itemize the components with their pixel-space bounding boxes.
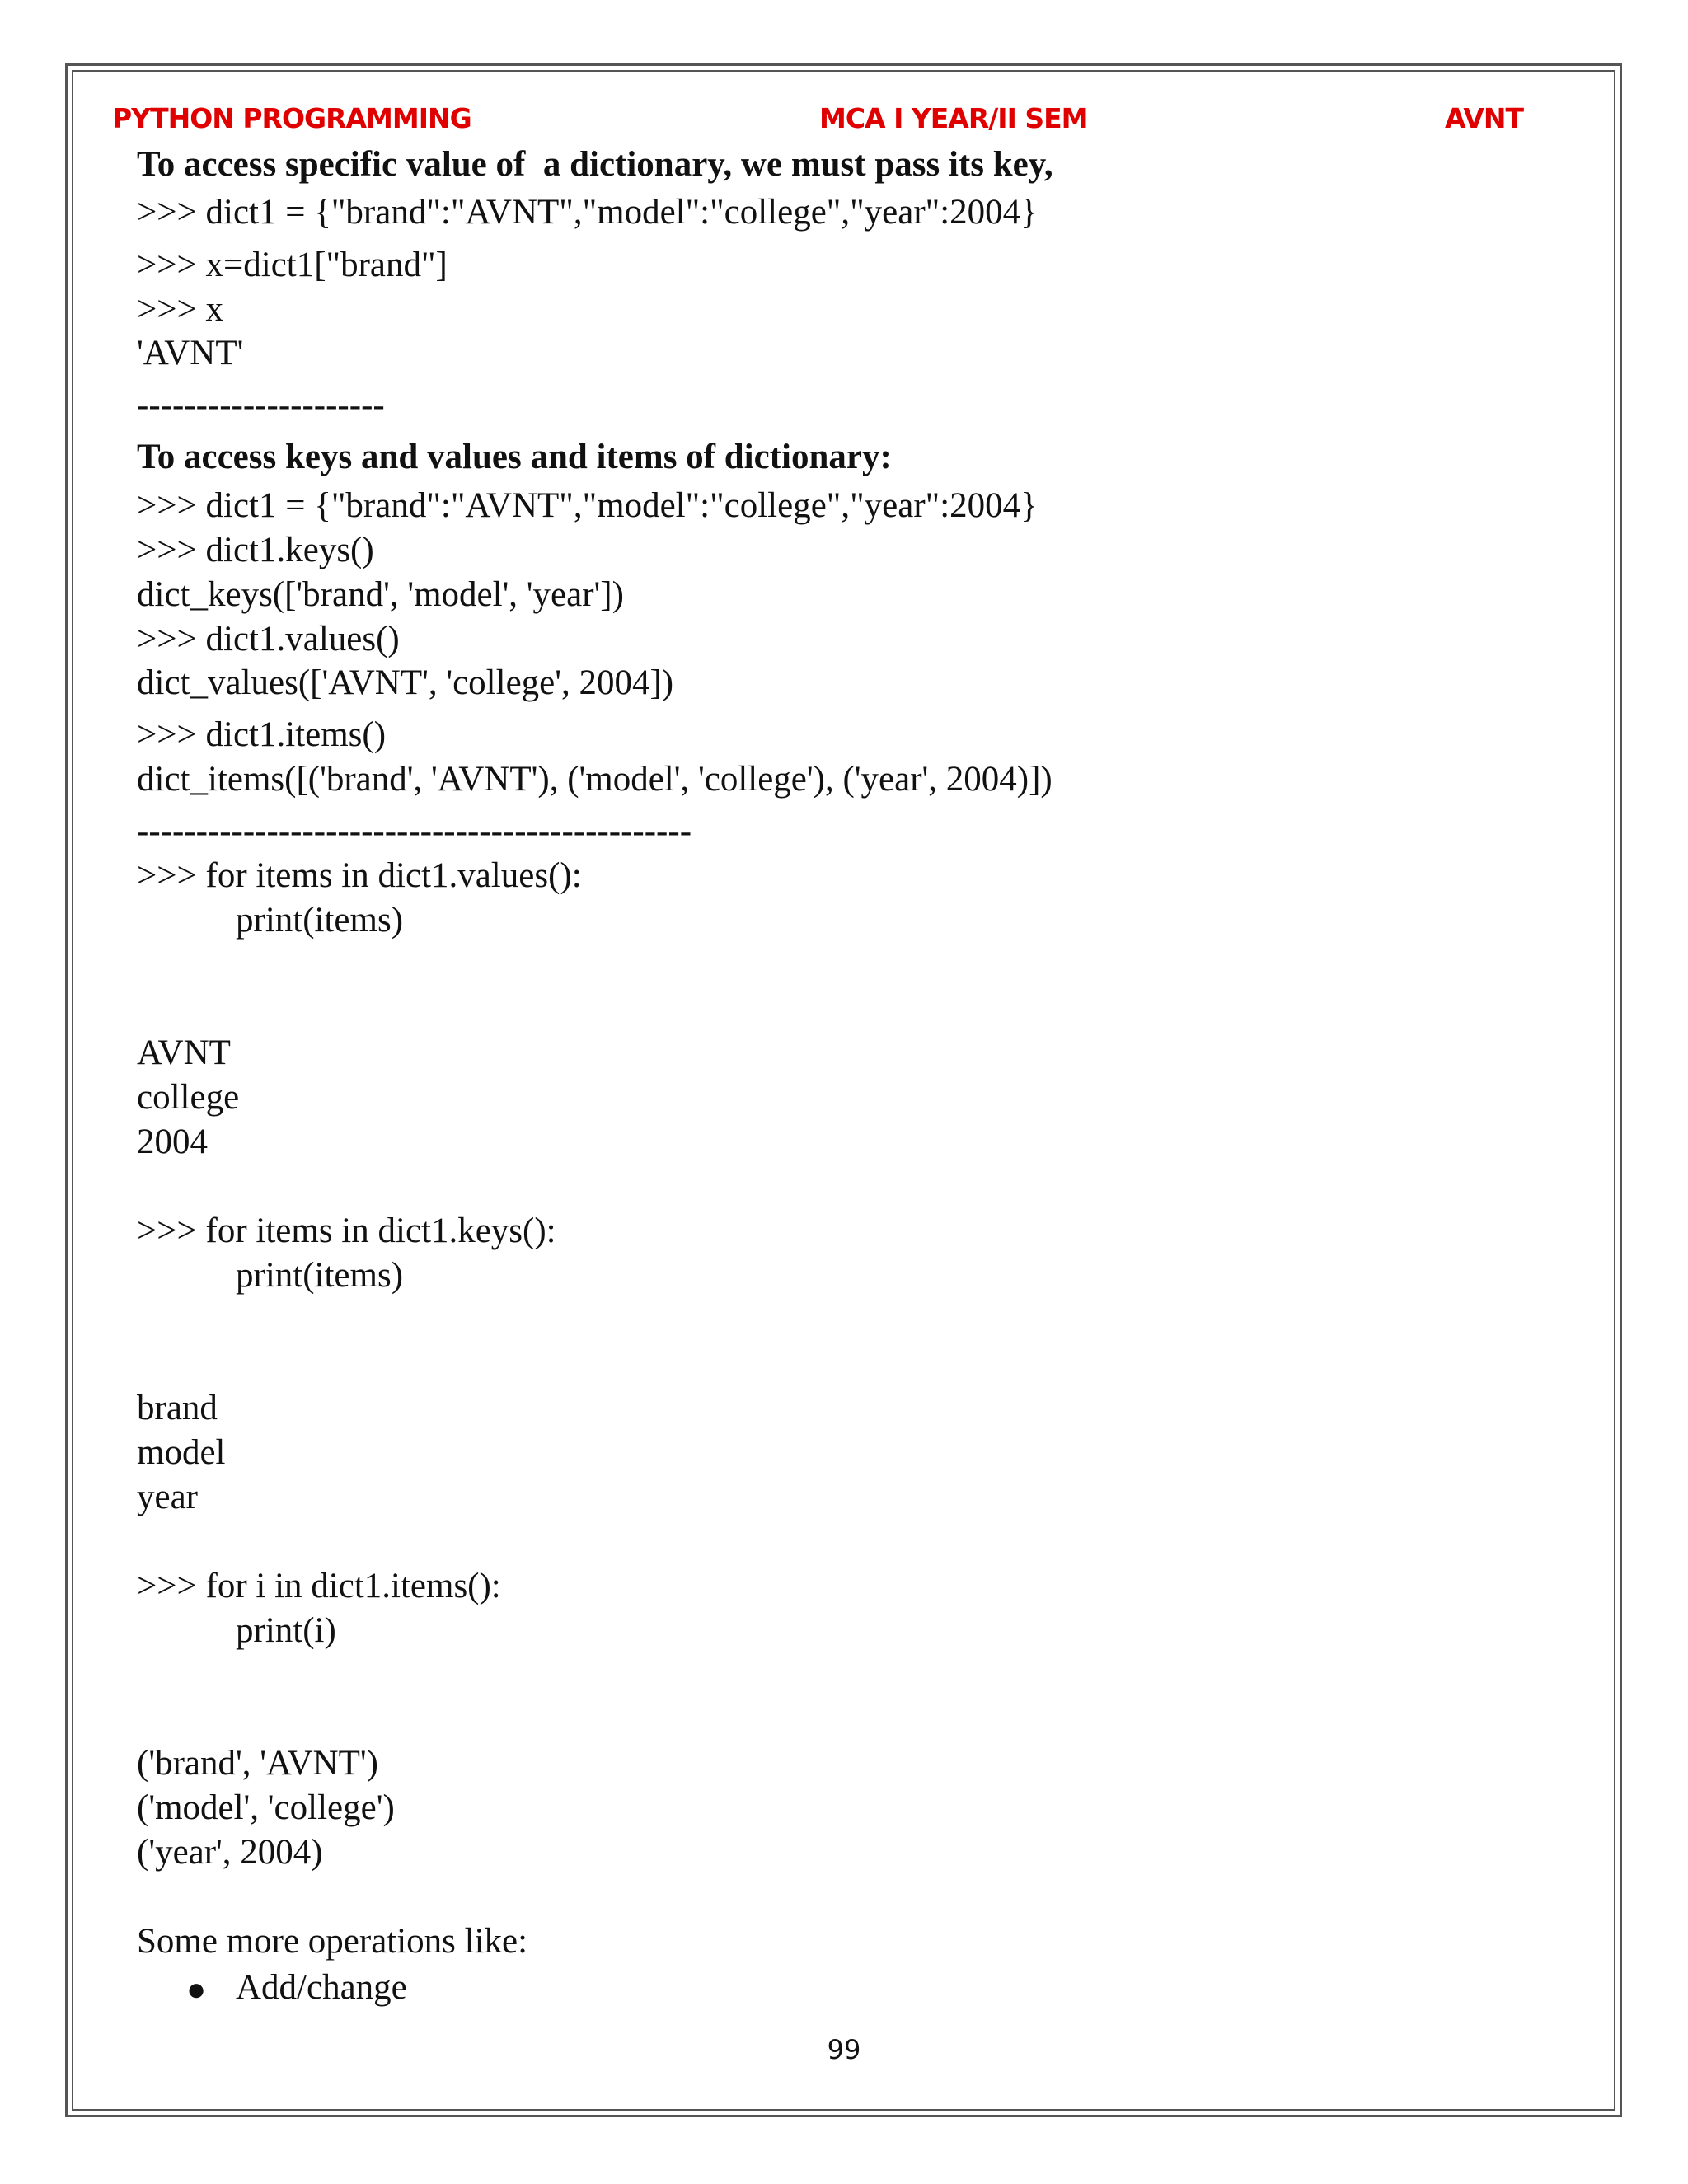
code-output: ('brand', 'AVNT') (137, 1744, 378, 1783)
code-output: 'AVNT' (137, 334, 244, 373)
section-heading-access-value: To access specific value of a dictionary, we must pass its key, (137, 145, 1053, 184)
code-output: model (137, 1433, 226, 1472)
code-output: brand (137, 1389, 218, 1427)
code-output: 2004 (137, 1122, 208, 1161)
header-course: MCA I YEAR/II SEM (819, 102, 1088, 134)
code-line: >>> x (137, 290, 224, 329)
code-output: ('model', 'college') (137, 1788, 395, 1827)
bullet-item: Add/change (236, 1968, 407, 2007)
code-line: >>> x=dict1["brand"] (137, 246, 448, 284)
page-number: 99 (827, 2034, 861, 2065)
code-line: >>> for items in dict1.keys(): (137, 1212, 556, 1250)
code-output: college (137, 1078, 240, 1117)
section-heading-keys-values: To access keys and values and items of dictionary: (137, 438, 892, 476)
code-line: >>> for i in dict1.items(): (137, 1567, 501, 1605)
code-line: >>> dict1 = {"brand":"AVNT","model":"college","year":2004} (137, 486, 1038, 525)
body-text: Some more operations like: (137, 1922, 528, 1961)
code-output: dict_values(['AVNT', 'college', 2004]) (137, 663, 674, 702)
code-output: AVNT (137, 1033, 231, 1072)
code-line: >>> dict1.items() (137, 715, 387, 754)
code-line: >>> dict1 = {"brand":"AVNT","model":"college","year":2004} (137, 193, 1038, 232)
code-output: dict_items([('brand', 'AVNT'), ('model', 'college'), ('year', 2004)]) (137, 760, 1053, 799)
code-output: dict_keys(['brand', 'model', 'year']) (137, 575, 624, 614)
separator-line: --------------------- (137, 386, 385, 424)
code-line-indented: print(items) (236, 1256, 404, 1295)
bullet-icon: ● (186, 1971, 207, 2008)
code-output: year (137, 1478, 198, 1516)
page-header (112, 102, 1523, 142)
header-institution: AVNT (1445, 102, 1523, 134)
code-line: >>> for items in dict1.values(): (137, 856, 582, 895)
separator-line: ----------------------------------------------- (137, 812, 692, 851)
header-subject: PYTHON PROGRAMMING (112, 102, 471, 134)
code-line: >>> dict1.values() (137, 620, 400, 658)
code-line-indented: print(items) (236, 901, 404, 940)
code-output: ('year', 2004) (137, 1833, 323, 1872)
code-line-indented: print(i) (236, 1611, 336, 1650)
code-line: >>> dict1.keys() (137, 531, 374, 569)
